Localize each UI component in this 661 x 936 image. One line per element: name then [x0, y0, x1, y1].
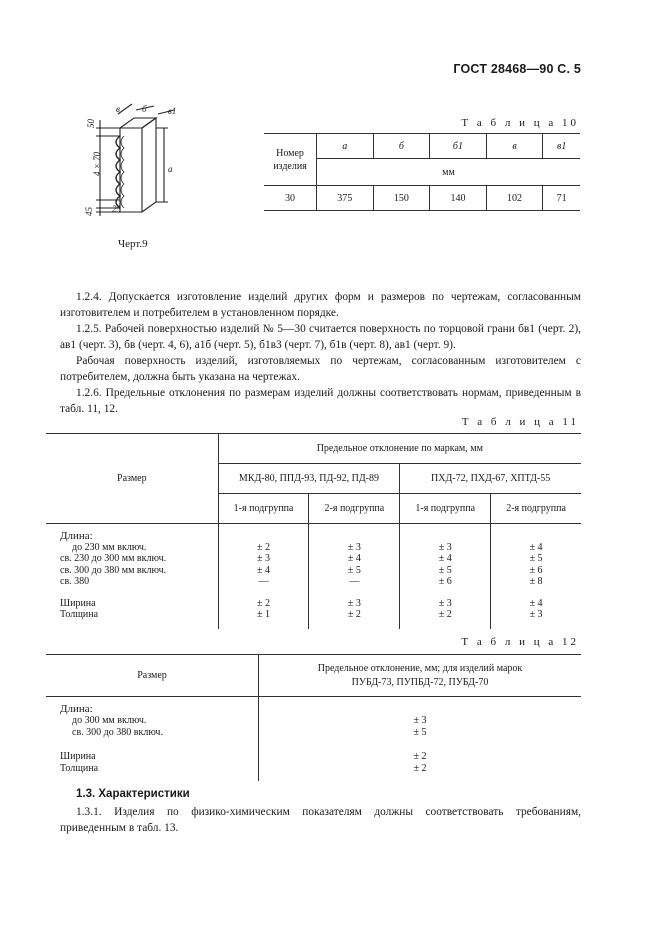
dim-4x70: 4 × 70 — [92, 151, 102, 176]
dim-50: 50 — [86, 119, 96, 128]
dim-b: б — [142, 104, 147, 114]
table11-row-label: св. 230 до 300 мм включ. — [60, 553, 167, 565]
table12-col-size: Размер — [46, 655, 259, 697]
table-row — [46, 565, 581, 577]
table-row — [46, 542, 581, 554]
table11-subgroup: 2-я подгруппа — [491, 494, 581, 524]
table11-cell: ± 4 — [400, 553, 491, 565]
table10-header-b1: б1 — [430, 134, 487, 159]
table-row — [46, 598, 581, 610]
table11-cell: ± 3 — [400, 598, 491, 610]
table12-cell — [259, 703, 582, 715]
table11-cell: ± 1 — [218, 609, 309, 621]
table-row — [46, 576, 581, 588]
table11-cell: ± 8 — [491, 576, 581, 588]
table-row — [46, 715, 581, 727]
table11-cell: ± 4 — [218, 565, 309, 577]
table11-brand-2: ПХД-72, ПХД-67, ХПТД-55 — [400, 464, 581, 494]
dim-a: а — [168, 164, 173, 174]
table11-cell — [218, 530, 309, 542]
table10-cell: 30 — [264, 186, 317, 211]
paragraph-1-2-5: 1.2.5. Рабочей поверхностью изделий № 5—30 считается поверхность по торцовой грани бв1 (черт. 2), ав1 (черт. 3), бв (черт. 4, 6), а1б (черт. 5), б1в3 (черт. 7), б1в (черт. 8), ав1 (черт. 9). — [60, 323, 581, 351]
table12-header-line-1: Предельное отклонение, мм; для изделий марок — [317, 662, 523, 674]
table11-cell: ± 3 — [309, 542, 400, 554]
dim-45: 45 — [84, 207, 94, 216]
table12-row-label: Толщина — [60, 763, 99, 774]
table12-cell: ± 3 — [259, 715, 582, 727]
table11-col-size: Размер — [46, 434, 218, 524]
table11-cell: ± 5 — [491, 553, 581, 565]
figure-caption: Черт.9 — [118, 238, 148, 250]
table10-caption: Т а б л и ц а 10 — [461, 117, 579, 129]
table10-header-a: а — [317, 134, 374, 159]
table12-row-label: св. 300 до 380 включ. — [72, 727, 163, 738]
table-11 — [46, 433, 581, 629]
table11-row-label: Длина: — [60, 529, 93, 542]
table-row — [46, 530, 581, 542]
table11-row-label: св. 300 до 380 мм включ. — [60, 564, 167, 576]
dim-v1: в1 — [168, 106, 177, 116]
table-row — [46, 763, 581, 775]
drawing-figure-9 — [82, 100, 192, 225]
paragraph-1-3-1: 1.3.1. Изделия по физико-химическим показателям должны соответствовать требованиям, приведенным в табл. 13. — [60, 806, 581, 834]
table12-cell: ± 2 — [259, 751, 582, 763]
table10-header-b: б — [373, 134, 430, 159]
table10-header-v1: в1 — [543, 134, 580, 159]
table10-col-number: Номер изделия — [264, 134, 317, 186]
table11-cell: ± 5 — [400, 565, 491, 577]
paragraph-1-2-6: 1.2.6. Предельные отклонения по размерам изделий должны соответствовать нормам, приведенным в табл. 11, 12. — [60, 387, 581, 415]
table11-cell: — — [218, 576, 309, 588]
table11-cell: ± 5 — [309, 565, 400, 577]
dim-25: 25 — [112, 204, 121, 214]
table11-row-label: св. 380 — [60, 576, 90, 588]
dim-v: в — [116, 104, 120, 114]
table11-cell — [491, 530, 581, 542]
table11-cell: ± 6 — [491, 565, 581, 577]
table10-unit: мм — [317, 159, 581, 186]
table11-cell: ± 4 — [491, 598, 581, 610]
table10-cell: 71 — [543, 186, 580, 211]
table11-cell: ± 2 — [309, 609, 400, 621]
table10-cell: 150 — [373, 186, 430, 211]
section-heading: 1.3. Характеристики — [76, 788, 190, 800]
table11-cell: ± 4 — [309, 553, 400, 565]
table11-cell: ± 3 — [218, 553, 309, 565]
table10-cell: 102 — [486, 186, 543, 211]
table11-cell: — — [309, 576, 400, 588]
page-header: ГОСТ 28468—90 С. 5 — [453, 62, 581, 76]
table11-cell: ± 4 — [491, 542, 581, 554]
table11-cell: ± 2 — [400, 609, 491, 621]
table11-row-label: до 230 мм включ. — [72, 541, 147, 553]
table11-cell: ± 3 — [491, 609, 581, 621]
table11-caption: Т а б л и ц а 11 — [461, 416, 579, 428]
table11-cell: ± 3 — [400, 542, 491, 554]
table12-header-line-2: ПУБД-73, ПУПБД-72, ПУБД-70 — [351, 676, 489, 688]
table12-caption: Т а б л и ц а 12 — [461, 636, 579, 648]
table11-row-label: Ширина — [60, 597, 96, 609]
table-10 — [264, 133, 580, 211]
table12-header — [259, 655, 582, 697]
table-row — [46, 751, 581, 763]
table11-row-label: Толщина — [60, 609, 99, 621]
table11-subgroup: 1-я подгруппа — [218, 494, 309, 524]
table12-row-label: до 300 мм включ. — [72, 715, 147, 726]
table11-brand-1: МКД-80, ППД-93, ПД-92, ПД-89 — [218, 464, 400, 494]
table11-cell: ± 2 — [218, 598, 309, 610]
table12-row-label: Длина: — [60, 702, 93, 715]
table10-cell: 140 — [430, 186, 487, 211]
paragraph-1-2-4: 1.2.4. Допускается изготовление изделий других форм и размеров по чертежам, согласованным изготовителем и потребителем в установленном порядке. — [60, 291, 581, 319]
table11-group-header: Предельное отклонение по маркам, мм — [218, 434, 581, 464]
table12-cell: ± 2 — [259, 763, 582, 775]
table11-cell: ± 3 — [309, 598, 400, 610]
table11-cell — [400, 530, 491, 542]
table12-row-label: Ширина — [60, 751, 96, 762]
table-row — [46, 703, 581, 715]
table11-cell: ± 6 — [400, 576, 491, 588]
table12-cell: ± 5 — [259, 727, 582, 739]
table10-cell: 375 — [317, 186, 374, 211]
table11-subgroup: 2-я подгруппа — [309, 494, 400, 524]
table-row — [46, 553, 581, 565]
table-row — [46, 609, 581, 621]
table-row — [46, 727, 581, 739]
table10-header-v: в — [486, 134, 543, 159]
paragraph-1-2-5-b: Рабочая поверхность изделий, изготовляемых по чертежам, согласованным изготовителем с потребителем, должна быть указана на чертежах. — [60, 355, 581, 383]
table11-cell — [309, 530, 400, 542]
table11-cell: ± 2 — [218, 542, 309, 554]
table-12 — [46, 654, 581, 781]
table11-subgroup: 1-я подгруппа — [400, 494, 491, 524]
